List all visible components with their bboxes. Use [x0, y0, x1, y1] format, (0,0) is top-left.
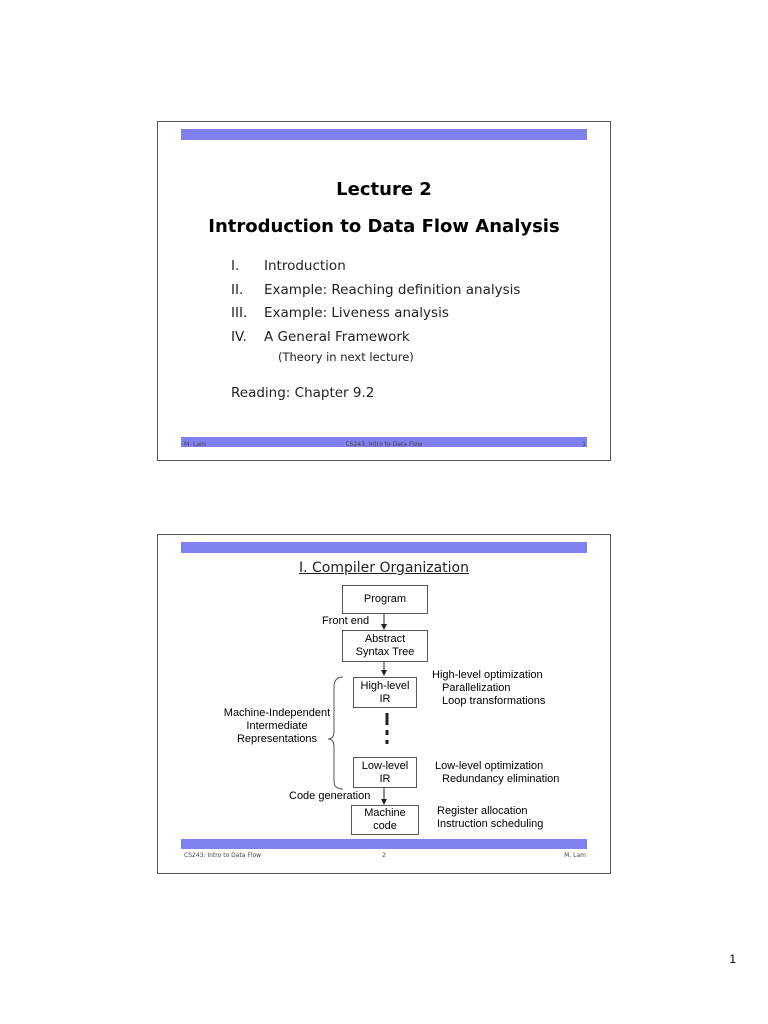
- outline-subnote: (Theory in next lecture): [278, 350, 414, 364]
- lecture-title: Lecture 2: [336, 179, 432, 200]
- slide-header-bar: [181, 129, 587, 140]
- slide-footer-bar: [181, 839, 587, 849]
- outline-item: III. Example: Liveness analysis: [231, 305, 449, 321]
- high-level-opt-label: High-level optimization Parallelization Loop transformations: [432, 669, 546, 707]
- high-level-ir-box: High-level IR: [353, 677, 417, 708]
- slide-title: I. Compiler Organization: [299, 560, 469, 576]
- footer-author: M. Lam: [184, 441, 206, 448]
- low-level-ir-box: Low-level IR: [353, 757, 417, 788]
- reading-note: Reading: Chapter 9.2: [231, 385, 375, 401]
- ast-box: Abstract Syntax Tree: [342, 630, 428, 662]
- slide-2: [157, 534, 611, 874]
- outline-list: [231, 258, 520, 368]
- front-end-label: Front end: [322, 615, 370, 627]
- footer-slide-number: 1: [582, 441, 586, 448]
- footer-course: CS243: Intro to Data Flow: [184, 852, 262, 859]
- page-number: 1: [729, 952, 736, 966]
- footer-author: M. Lam: [564, 852, 586, 859]
- code-generation-label: Code generation: [289, 790, 371, 802]
- outline-item: IV. A General Framework: [231, 328, 410, 345]
- low-level-opt-label: Low-level optimization Redundancy elimination: [435, 760, 560, 785]
- outline-item: II. Example: Reaching definition analysis: [231, 281, 521, 298]
- footer-course: CS243: Intro to Data Flow: [345, 441, 423, 448]
- backend-tasks-label: Register allocation Instruction scheduling: [437, 805, 544, 830]
- outline-item: I. Introduction: [231, 258, 346, 274]
- footer-slide-number: 2: [382, 852, 386, 859]
- slide-1: [157, 121, 611, 461]
- lecture-subtitle: Introduction to Data Flow Analysis: [208, 216, 560, 237]
- program-box: Program: [342, 585, 428, 614]
- mi-ir-label: Machine-Independent Intermediate Representations: [223, 707, 331, 745]
- machine-code-box: Machine code: [351, 805, 419, 835]
